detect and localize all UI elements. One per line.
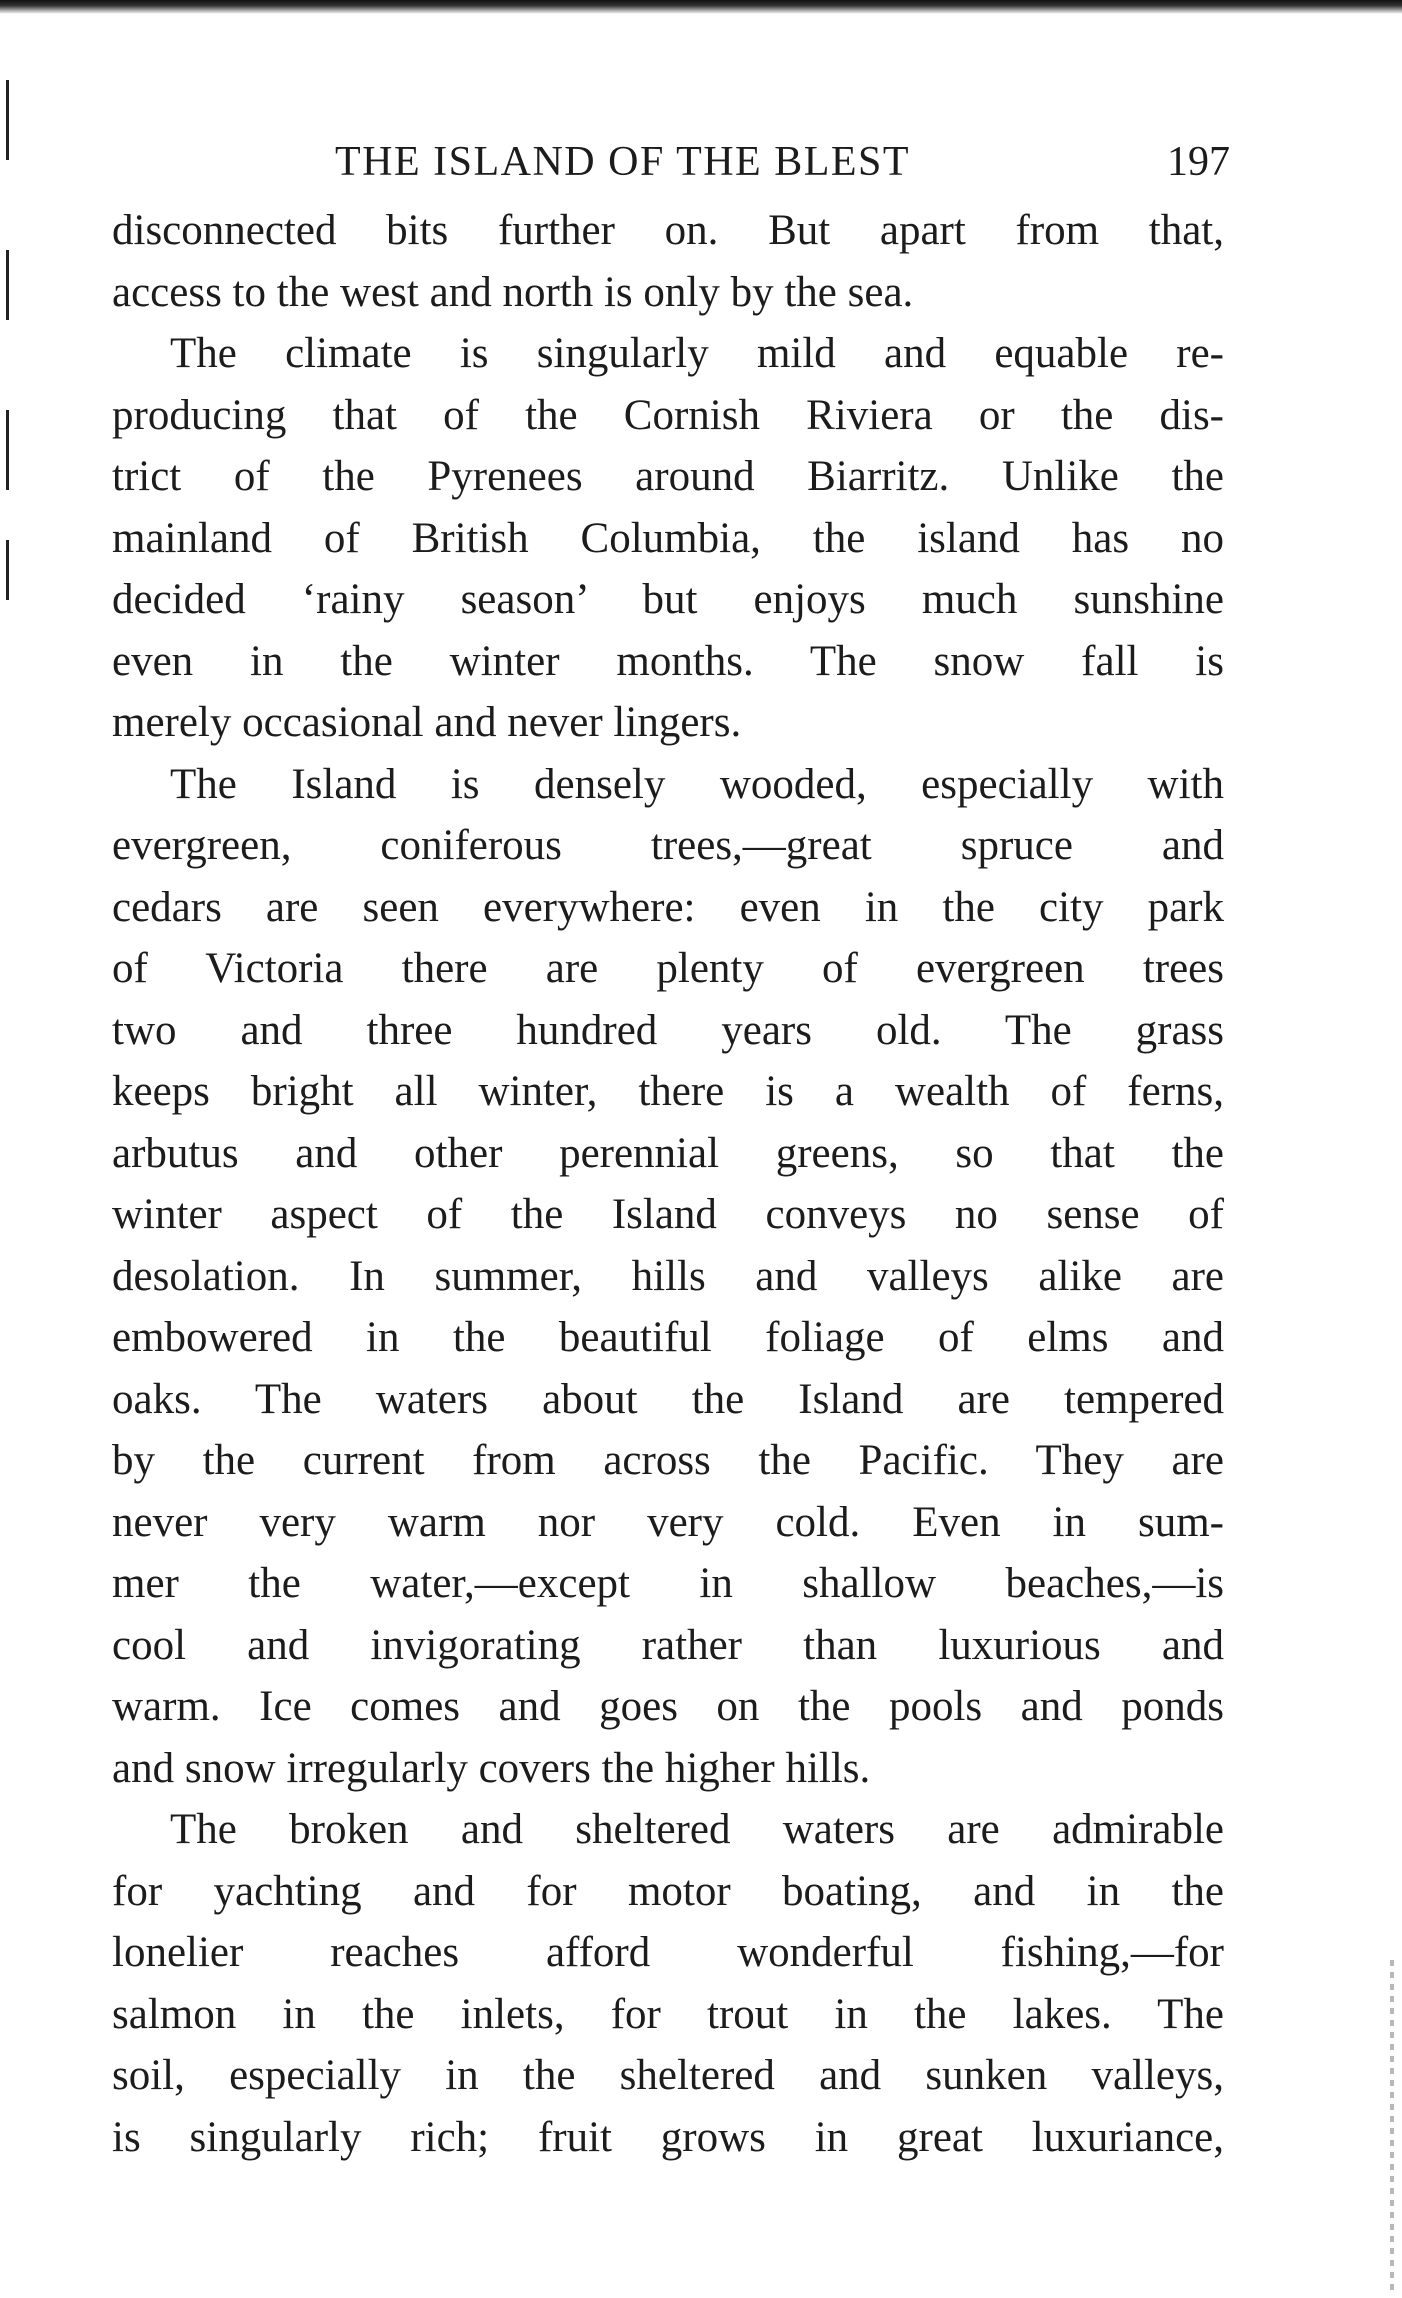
scan-binding-mark: [6, 250, 9, 320]
text-line: access to the west and north is only by the sea.: [112, 268, 914, 316]
text-line: merely occasional and never lingers.: [112, 699, 742, 746]
scan-binding-mark: [6, 80, 9, 160]
text-line: soil, especially in the sheltered and sunken valleys,: [112, 2052, 1224, 2099]
text-line: embowered in the beautiful foliage of elms and: [112, 1314, 1224, 1361]
text-line: producing that of the Cornish Riviera or the dis-: [112, 391, 1224, 439]
page-number: 197: [1167, 139, 1230, 185]
text-line: trict of the Pyrenees around Biarritz. Unlike the: [112, 453, 1224, 500]
running-head: THE ISLAND OF THE BLEST: [335, 139, 911, 185]
page-header: [335, 138, 1230, 198]
text-line: is singularly rich; fruit grows in great luxuriance,: [112, 2113, 1224, 2161]
text-line: cedars are seen everywhere: even in the city park: [112, 883, 1224, 931]
text-line: mainland of British Columbia, the island has no: [112, 514, 1224, 562]
text-line: winter aspect of the Island conveys no sense of: [112, 1191, 1224, 1238]
scan-binding-mark: [6, 410, 9, 490]
scan-right-edge: [1390, 1960, 1394, 2290]
text-line: The Island is densely wooded, especially with: [170, 760, 1224, 808]
text-line: for yachting and for motor boating, and in the: [112, 1867, 1224, 1915]
text-line: arbutus and other perennial greens, so that the: [112, 1129, 1224, 1177]
text-line: disconnected bits further on. But apart from that,: [112, 207, 1224, 254]
text-line: The broken and sheltered waters are admirable: [170, 1806, 1224, 1853]
text-line: salmon in the inlets, for trout in the lakes. The: [112, 1990, 1224, 2038]
text-line: The climate is singularly mild and equable re-: [170, 330, 1224, 377]
scan-top-edge: [0, 0, 1402, 14]
text-line: never very warm nor very cold. Even in sum-: [112, 1498, 1224, 1546]
text-line: by the current from across the Pacific. They are: [112, 1437, 1224, 1484]
text-line: of Victoria there are plenty of evergreen trees: [112, 945, 1224, 992]
scan-binding-mark: [6, 540, 9, 600]
text-line: warm. Ice comes and goes on the pools and ponds: [112, 1683, 1224, 1730]
text-line: cool and invigorating rather than luxurious and: [112, 1621, 1224, 1669]
text-line: even in the winter months. The snow fall is: [112, 637, 1224, 685]
text-line: two and three hundred years old. The grass: [112, 1006, 1224, 1054]
text-line: lonelier reaches afford wonderful fishing,—for: [112, 1929, 1224, 1976]
body-text: [112, 200, 1224, 2168]
text-line: and snow irregularly covers the higher hills.: [112, 1744, 871, 1792]
text-line: keeps bright all winter, there is a wealth of ferns,: [112, 1068, 1224, 1115]
text-line: mer the water,—except in shallow beaches,—is: [112, 1560, 1224, 1607]
text-line: decided ‘rainy season’ but enjoys much sunshine: [112, 576, 1224, 623]
text-line: desolation. In summer, hills and valleys alike are: [112, 1252, 1224, 1300]
text-line: oaks. The waters about the Island are tempered: [112, 1375, 1224, 1423]
text-line: evergreen, coniferous trees,—great spruce and: [112, 822, 1224, 869]
